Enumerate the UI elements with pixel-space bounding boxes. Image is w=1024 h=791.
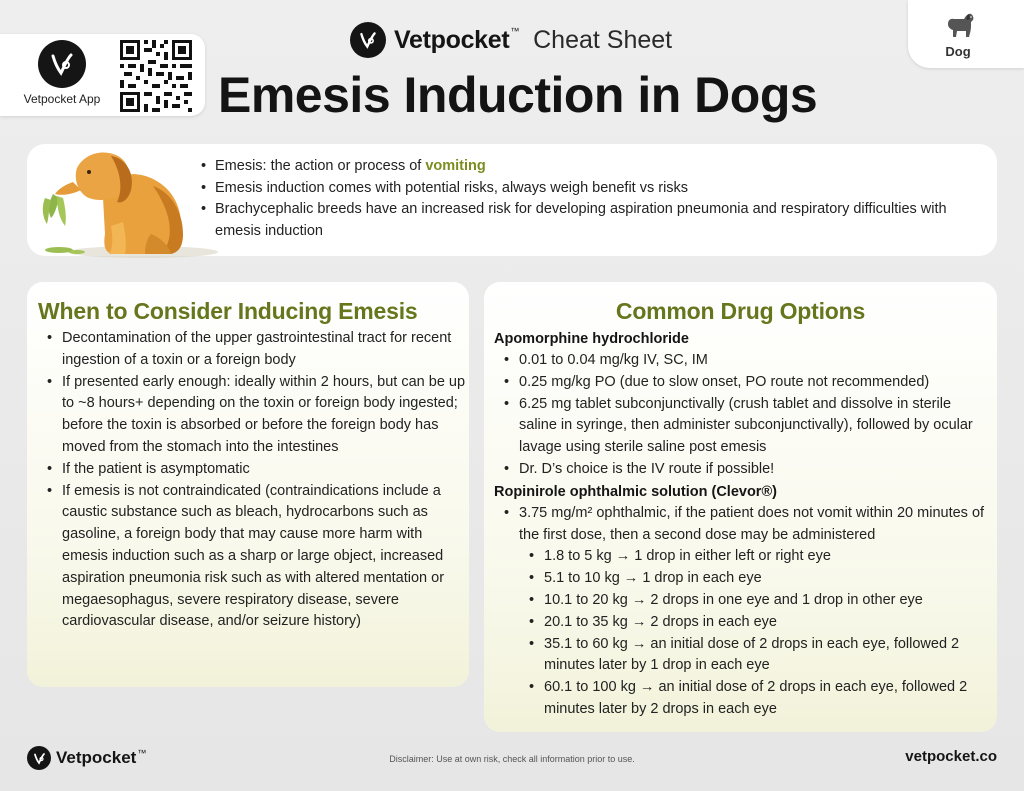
species-tab[interactable] [908, 0, 1024, 68]
page-title: Emesis Induction in Dogs [218, 67, 818, 123]
drug-options-card [484, 282, 997, 732]
app-label: Vetpocket App [23, 92, 101, 106]
list-item: • 0.25 mg/kg PO (due to slow onset, PO route not recommended) [504, 372, 990, 394]
section-heading: When to Consider Inducing Emesis [38, 298, 418, 324]
drug-name-ropinirole: Ropinirole ophthalmic solution (Clevor®) [494, 483, 777, 500]
intro-bullet-list [201, 156, 961, 242]
highlight-term: vomiting [425, 158, 486, 174]
list-item: • Decontamination of the upper gastrointestinal tract for recent ingestion of a toxin or a foreign body [47, 328, 467, 372]
list-item: • If the patient is asymptomatic [47, 459, 467, 481]
vetpocket-logo-icon [350, 22, 386, 58]
qr-code-icon[interactable] [118, 38, 194, 114]
disclaimer-text: Disclaimer: Use at own risk, check all information prior to use. [389, 754, 635, 764]
sub-list-item: • 20.1 to 35 kg → 2 drops in each eye [529, 612, 990, 634]
list-item: • 6.25 mg tablet subconjunctivally (crush tablet and dissolve in sterile saline in syringe, then administer subconjunctivally), followed by ocular lavage using sterile saline post emesis [504, 394, 990, 459]
sub-list-item: • 10.1 to 20 kg → 2 drops in one eye and 1 drop in other eye [529, 590, 990, 612]
intro-card [27, 144, 997, 256]
intro-bullet: • Emesis induction comes with potential risks, always weigh benefit vs risks [201, 178, 961, 200]
vomiting-dog-illustration [33, 138, 223, 264]
brand-subtitle: Cheat Sheet [533, 25, 673, 54]
list-item: • If emesis is not contraindicated (contraindications include a caustic substance such as bleach, hydrocarbons such as gasoline, a foreign body that may cause more harm with emesis induction such as a sharp or large object, increased aspiration pneumonia risk such as with altered mentation or megaesophagus, severe respiratory disease, severe cardiovascular disease, and/or seizure history) [47, 481, 467, 634]
intro-bullet: • Emesis: the action or process of vomiting [201, 156, 961, 178]
sub-list-item: • 1.8 to 5 kg → 1 drop in either left or right eye [529, 546, 990, 568]
when-to-consider-card [27, 282, 469, 687]
list-item: • 0.01 to 0.04 mg/kg IV, SC, IM [504, 350, 990, 372]
app-download-card[interactable] [0, 34, 205, 116]
sub-list-item: • 60.1 to 100 kg → an initial dose of 2 drops in each eye, followed 2 minutes later by 2 drops in each eye [529, 677, 990, 721]
weight-dose-list [519, 546, 990, 720]
website-link[interactable]: vetpocket.co [905, 748, 997, 765]
drug-options-body [494, 328, 990, 721]
section-heading: Common Drug Options [615, 298, 866, 324]
brand-header [350, 20, 672, 60]
indication-list [47, 328, 467, 633]
list-item: • 3.75 mg/m² ophthalmic, if the patient does not vomit within 20 minutes of the first dose, then a second dose may be administered • 1.8 to 5 kg → 1 drop in either left or right eye • 5.1 to 10 kg → 1 drop in each eye • 10.1 to 20 kg → 2 drops in one eye and 1 drop in other eye • 20.1 to 35 kg → 2 drops in each eye • 35.1 to 60 kg → an initial dose of 2 drops in each eye, followed 2 minutes later by 1 drop in each eye • 60.1 to 100 kg → an initial dose of 2 drops in each eye, followed 2 minutes later by 2 drops in each eye [504, 503, 990, 721]
list-item: • If presented early enough: ideally within 2 hours, but can be up to ~8 hours+ depending on the toxin or foreign body ingested; before the toxin is absorbed or before the foreign body has moved from the stomach into the intestines [47, 372, 467, 459]
sub-list-item: • 5.1 to 10 kg → 1 drop in each eye [529, 568, 990, 590]
dog-icon [944, 10, 976, 40]
drug-name-apomorphine: Apomorphine hydrochloride [494, 331, 689, 347]
brand-name: Vetpocket™ [394, 25, 520, 54]
apomorphine-list [494, 350, 990, 481]
vetpocket-app-logo-icon [38, 40, 86, 88]
species-tab-label: Dog [945, 44, 971, 59]
ropinirole-list [494, 503, 990, 721]
list-item: • Dr. D’s choice is the IV route if possible! [504, 459, 990, 481]
footer-brand-name: Vetpocket™ [56, 748, 147, 767]
intro-bullet: • Brachycephalic breeds have an increased risk for developing aspiration pneumonia and respiratory difficulties with emesis induction [201, 199, 961, 242]
sub-list-item: • 35.1 to 60 kg → an initial dose of 2 drops in each eye, followed 2 minutes later by 1 drop in each eye [529, 634, 990, 678]
